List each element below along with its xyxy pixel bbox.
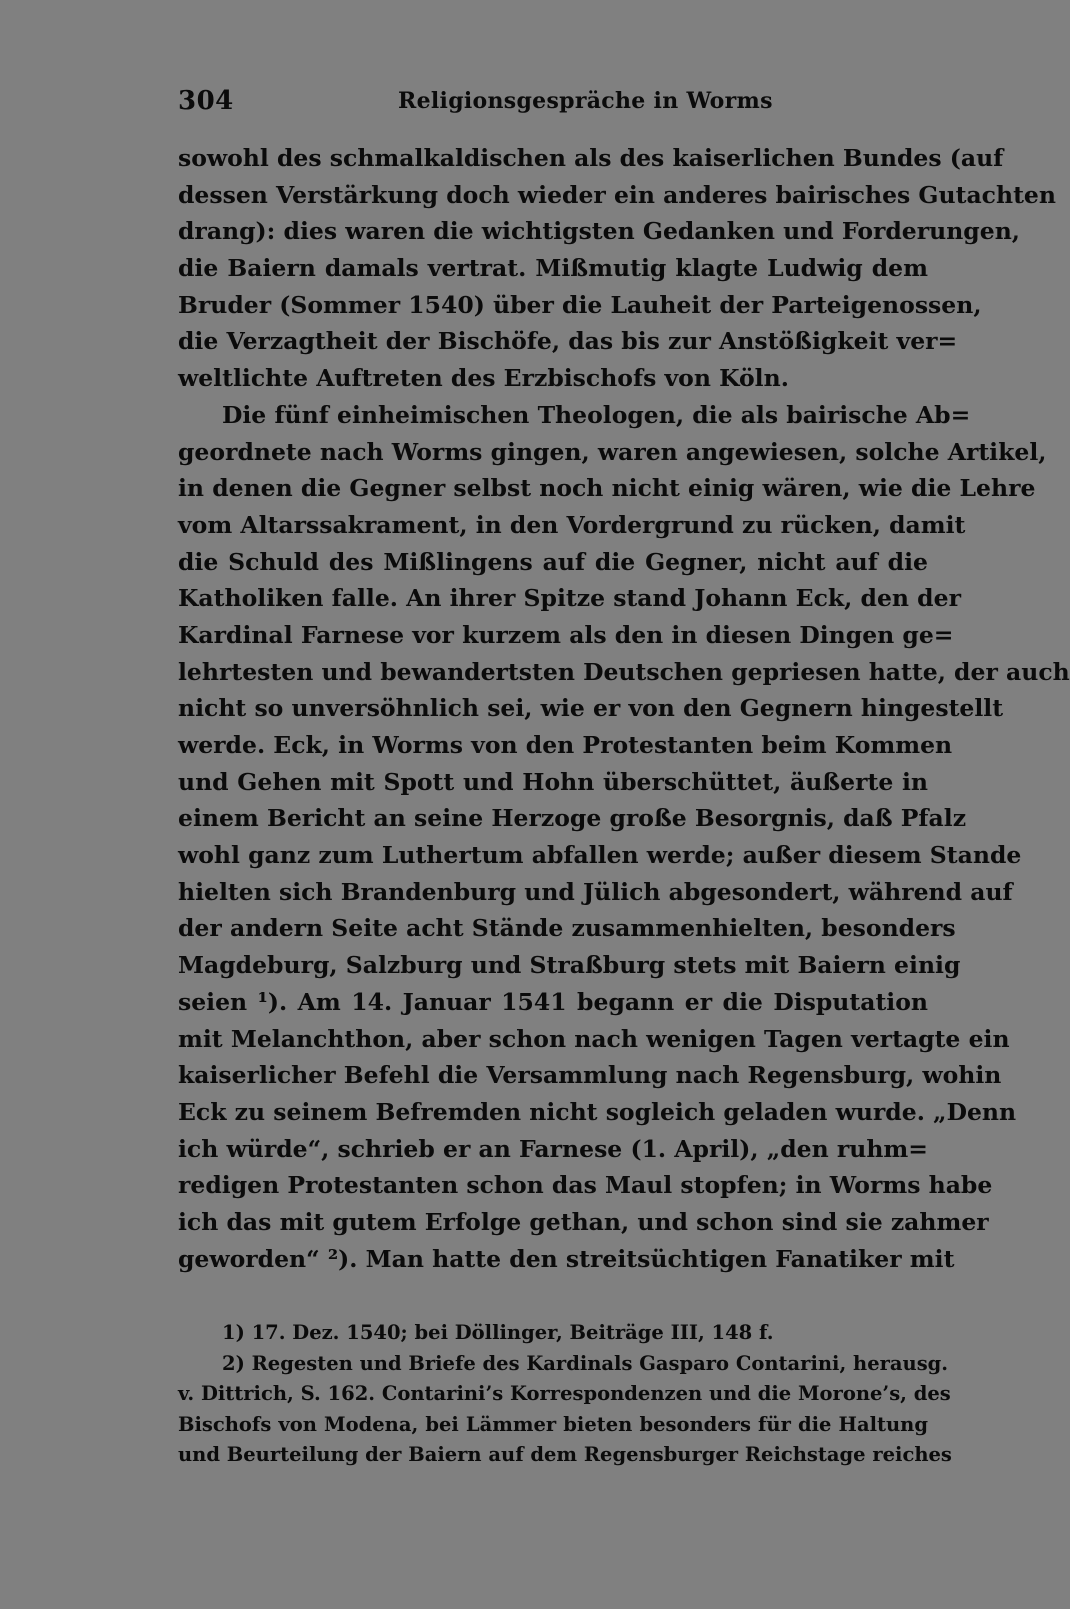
text-line: drang): dies waren die wichtigsten Gedanken und Forderungen, <box>178 217 1020 246</box>
footnote-line: und Beurteilung der Baiern auf dem Regensburger Reichstage reiches <box>178 1443 952 1466</box>
page-number: 304 <box>178 86 234 116</box>
text-line: geordnete nach Worms gingen, waren angewiesen, solche Artikel, <box>178 437 1047 466</box>
text-line: kaiserlicher Befehl die Versammlung nach Regensburg, wohin <box>178 1061 1002 1090</box>
text-line: die Verzagtheit der Bischöfe, das bis zur Anstößigkeit ver= <box>178 327 958 356</box>
text-line: Kardinal Farnese vor kurzem als den in diesen Dingen ge= <box>178 620 954 649</box>
text-line: dessen Verstärkung doch wieder ein anderes bairisches Gutachten <box>178 180 1056 209</box>
footnote-2: 2) Regesten und Briefe des Kardinals Gasparo Contarini, herausg. <box>222 1351 949 1375</box>
text-line: nicht so unversöhnlich sei, wie er von den Gegnern hingestellt <box>178 694 1004 723</box>
text-line: Bruder (Sommer 1540) über die Lauheit der Parteigenossen, <box>178 290 982 319</box>
text-line: der andern Seite acht Stände zusammenhielten, besonders <box>178 914 956 943</box>
main-text <box>178 140 1070 1277</box>
running-title: Religionsgespräche in Worms <box>398 88 773 114</box>
text-line: die Schuld des Mißlingens auf die Gegner, nicht auf die <box>178 547 928 576</box>
footnotes <box>178 1318 952 1471</box>
page-header <box>178 86 928 122</box>
text-line: Die fünf einheimischen Theologen, die als bairische Ab= <box>222 400 971 429</box>
text-line: Magdeburg, Salzburg und Straßburg stets mit Baiern einig <box>178 951 961 980</box>
text-line: Eck zu seinem Befremden nicht sogleich geladen wurde. „Denn <box>178 1097 1017 1126</box>
text-line: die Baiern damals vertrat. Mißmutig klagte Ludwig dem <box>178 254 928 283</box>
text-line: ich würde“, schrieb er an Farnese (1. April), „den ruhm= <box>178 1134 928 1163</box>
text-line: werde. Eck, in Worms von den Protestanten beim Kommen <box>178 731 953 759</box>
text-line: lehrtesten und bewandertsten Deutschen gepriesen hatte, der auch <box>178 657 1070 686</box>
text-line: ich das mit gutem Erfolge gethan, und schon sind sie zahmer <box>178 1207 989 1236</box>
text-line: vom Altarssakrament, in den Vordergrund zu rücken, damit <box>178 510 966 539</box>
text-line: wohl ganz zum Luthertum abfallen werde; außer diesem Stande <box>178 841 1022 870</box>
footnote-line: v. Dittrich, S. 162. Contarini’s Korrespondenzen und die Morone’s, des <box>178 1382 951 1405</box>
text-line: seien ¹). Am 14. Januar 1541 begann er die Disputation <box>178 987 928 1016</box>
text-line: mit Melanchthon, aber schon nach wenigen Tagen vertagte ein <box>178 1024 1010 1053</box>
footnote-line: Bischofs von Modena, bei Lämmer bieten besonders für die Haltung <box>178 1412 928 1436</box>
text-line: hielten sich Brandenburg und Jülich abgesondert, während auf <box>178 877 1013 906</box>
text-line: und Gehen mit Spott und Hohn überschüttet, äußerte in <box>178 767 928 796</box>
text-line: weltlichte Auftreten des Erzbischofs von Köln. <box>178 364 789 393</box>
text-line: sowohl des schmalkaldischen als des kaiserlichen Bundes (auf <box>178 144 1004 172</box>
text-line: geworden“ ²). Man hatte den streitsüchtigen Fanatiker mit <box>178 1244 955 1273</box>
text-line: in denen die Gegner selbst noch nicht einig wären, wie die Lehre <box>178 474 1036 503</box>
text-line: redigen Protestanten schon das Maul stopfen; in Worms habe <box>178 1171 993 1200</box>
text-line: Katholiken falle. An ihrer Spitze stand Johann Eck, den der <box>178 584 961 613</box>
text-line: einem Bericht an seine Herzoge große Besorgnis, daß Pfalz <box>178 804 967 833</box>
footnote-1: 1) 17. Dez. 1540; bei Döllinger, Beiträge III, 148 f. <box>222 1321 774 1344</box>
